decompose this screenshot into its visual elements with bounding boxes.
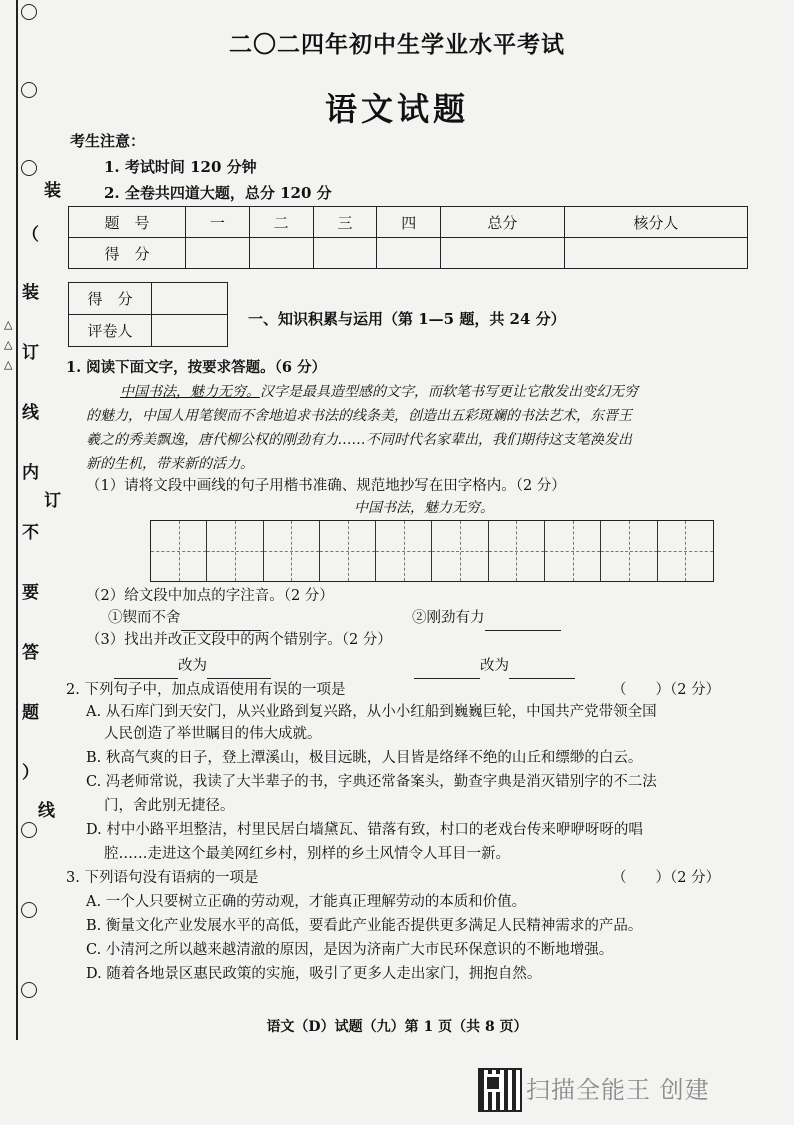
binding-line [16,0,18,1040]
q2-option: A. 从石库门到天安门，从兴业路到复兴路，从小小红船到巍巍巨轮，中国共产党带领全国 [86,704,657,720]
q3-option: D. 随着各地景区惠民政策的实施，吸引了更多人走出家门，拥抱自然。 [86,966,542,982]
triangle-mark-icon: △ [4,318,13,331]
section-heading: 一、知识积累与运用（第 1—5 题，共 24 分） [248,310,566,328]
binding-hole [21,822,37,838]
q3-option: C. 小清河之所以越来越清澈的原因，是因为济南广大市民环保意识的不断地增强。 [86,942,614,958]
binding-hole [21,902,37,918]
score-header-cell: 核分人 [564,207,747,238]
q2-option: 人民创造了举世瞩目的伟大成就。 [104,726,322,742]
grid-cell[interactable] [320,521,376,581]
q3-option: B. 衡量文化产业发展水平的高低，要看此产业能否提供更多满足人民精神需求的产品。 [86,918,643,934]
triangle-mark-icon: △ [4,358,13,371]
binding-char: 要 [22,583,39,603]
grader-input-cell[interactable] [152,315,228,347]
grid-cell[interactable] [658,521,713,581]
grid-cell[interactable] [545,521,601,581]
score-table [68,206,748,269]
score-input-cell[interactable] [564,238,747,269]
notes-heading: 考生注意： [70,132,146,150]
grid-cell[interactable] [489,521,545,581]
answer-blank[interactable] [509,654,575,679]
q1-sub3: （3）找出并改正文段中的两个错别字。（2 分） [86,632,392,648]
binding-char: 不 [22,523,39,543]
binding-hole [21,160,37,176]
q3-option: A. 一个人只要树立正确的劳动观，才能真正理解劳动的本质和价值。 [86,894,527,910]
score-input-cell[interactable] [441,238,565,269]
binding-char: 答 [22,643,39,663]
score-header-cell: 题 号 [69,207,186,238]
q1-stem: 1. 阅读下面文字，按要求答题。（6 分） [66,359,327,376]
grid-cell[interactable] [601,521,657,581]
note-item: 2. 全卷共四道大题，总分 120 分 [104,184,332,202]
q2-score: （ ）（2 分） [612,682,721,698]
q2-option: D. 村中小路平坦整洁，村里民居白墙黛瓦、错落有致，村口的老戏台传来咿咿呀呀的唱 [86,822,643,838]
score-header-cell: 四 [377,207,441,238]
score-input-cell[interactable] [186,238,250,269]
grid-cell[interactable] [151,521,207,581]
q1-sub2-item [412,606,561,631]
binding-char: 订 [44,491,61,511]
grader-table [68,282,228,347]
score-input-cell[interactable] [377,238,441,269]
grader-label: 得 分 [69,283,152,315]
binding-hole [21,4,37,20]
qr-code-icon [478,1068,522,1112]
score-input-cell[interactable] [249,238,313,269]
binding-char: 订 [22,343,39,363]
q1-passage-line [120,380,638,404]
q1-sub1: （1）请将文段中画线的句子用楷书准确、规范地抄写在田字格内。（2 分） [86,478,566,494]
triangle-mark-icon: △ [4,338,13,351]
change-to-label: 改为 [178,658,207,674]
exam-title: 二〇二四年初中生学业水平考试 [229,31,565,58]
score-header-cell: 总分 [441,207,565,238]
q1-passage-line: 羲之的秀美飘逸，唐代柳公权的刚劲有力……不同时代名家辈出，我们期待这支笔涣发出 [86,432,632,448]
answer-blank[interactable] [207,654,271,679]
q1-sub3-row [114,654,271,679]
binding-char: 装 [22,283,39,303]
answer-blank[interactable] [114,654,178,679]
answer-blank[interactable] [414,654,480,679]
q3-stem: 3. 下列语句没有语病的一项是 [66,870,259,886]
watermark: 扫描全能王 创建 [526,1076,710,1104]
binding-char: 内 [22,463,39,483]
grader-label: 评卷人 [69,315,152,347]
q1-sub2-b: ②刚劲有力 [412,610,485,626]
q1-passage-line: 的魅力，中国人用笔锲而不舍地追求书法的线条美，创造出五彩斑斓的书法艺术，东晋王 [86,408,632,424]
grid-cell[interactable] [207,521,263,581]
score-row-label: 得 分 [69,238,186,269]
score-header-cell: 二 [249,207,313,238]
q1-passage-line: 新的生机，带来新的活力。 [86,456,254,472]
binding-char: 线 [22,403,39,423]
binding-char: 线 [38,801,55,821]
binding-char: ） [22,763,39,783]
binding-margin [0,0,70,1060]
change-to-label: 改为 [480,658,509,674]
q1-sub2: （2）给文段中加点的字注音。（2 分） [86,588,334,604]
q1-underlined-sentence: 中国书法，魅力无穷。 [120,384,260,400]
q1-passage-text: 汉字是最具造型感的文字，而软笔书写更让它散发出变幻无穷 [260,384,638,400]
grid-cell[interactable] [432,521,488,581]
page-footer: 语文（D）试题（九）第 1 页（共 8 页） [266,1019,528,1035]
q2-stem: 2. 下列句子中，加点成语使用有误的一项是 [66,682,346,698]
grid-cell[interactable] [376,521,432,581]
answer-blank[interactable] [485,606,561,631]
q2-option: B. 秋高气爽的日子，登上潭溪山，极目远眺，人目皆是络绎不绝的山丘和缥缈的白云。 [86,750,643,766]
grid-cell[interactable] [264,521,320,581]
q1-sub2-a: ①锲而不舍 [108,610,181,626]
binding-char: （ [22,225,39,245]
q1-sub1-example: 中国书法，魅力无穷。 [354,500,494,516]
note-item: 1. 考试时间 120 分钟 [104,158,257,176]
binding-char: 题 [22,703,39,723]
subject-title: 语文试题 [324,90,469,128]
binding-char: 装 [44,181,61,201]
writing-grid[interactable] [150,520,714,582]
q2-option: 门，舍此别无捷径。 [104,798,235,814]
q2-option: C. 冯老师常说，我读了大半辈子的书，字典还常备案头，勤查字典是消灭错别字的不二法 [86,774,657,790]
q1-sub3-row [414,654,575,679]
binding-hole [21,982,37,998]
q2-option: 腔……走进这个最美网红乡村，别样的乡土风情令人耳目一新。 [104,846,510,862]
grader-input-cell[interactable] [152,283,228,315]
score-header-cell: 三 [313,207,377,238]
score-header-cell: 一 [186,207,250,238]
q3-score: （ ）（2 分） [612,870,721,886]
score-input-cell[interactable] [313,238,377,269]
